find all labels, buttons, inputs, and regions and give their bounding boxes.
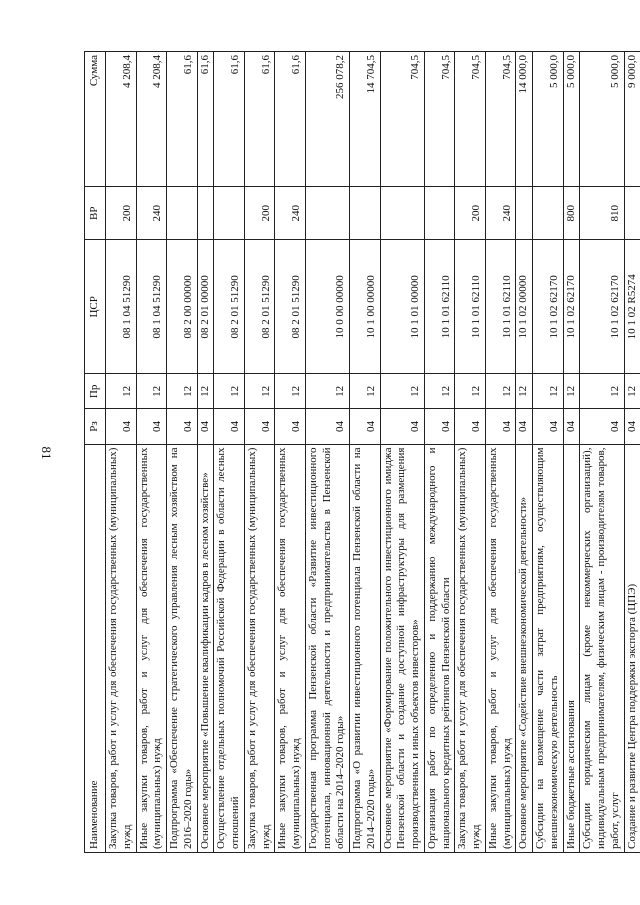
- table-row: [563, 52, 580, 853]
- cell-vr: [167, 187, 198, 240]
- cell-vr: 810: [580, 187, 624, 240]
- cell-vr: 800: [563, 187, 580, 240]
- cell-name: Иные бюджетные ассигнования: [563, 444, 580, 852]
- cell-pr: 12: [624, 374, 640, 409]
- cell-sum: 61,6: [275, 52, 306, 187]
- header-rz: Рз: [85, 409, 106, 444]
- cell-csr: 10 1 01 00000: [380, 240, 424, 374]
- budget-table: [84, 51, 640, 853]
- table-row: [350, 52, 381, 853]
- table-row: [533, 52, 564, 853]
- table-row: [424, 52, 455, 853]
- cell-csr: 08 1 04 51290: [106, 240, 137, 374]
- cell-pr: 12: [563, 374, 580, 409]
- cell-name: Создание и развитие Центра поддержки экспорта (ЦПЭ): [624, 444, 640, 852]
- cell-csr: 08 2 01 51290: [275, 240, 306, 374]
- cell-rz: 04: [624, 409, 640, 444]
- header-vr: ВР: [85, 187, 106, 240]
- cell-name: Организация работ по определению и поддержанию международного и национального кредитных рейтингов Пензенской области: [424, 444, 455, 852]
- cell-sum: 704,5: [424, 52, 455, 187]
- cell-pr: 12: [580, 374, 624, 409]
- table-row: [244, 52, 275, 853]
- cell-sum: 5 000,0: [533, 52, 564, 187]
- cell-rz: 04: [424, 409, 455, 444]
- table-row: [106, 52, 137, 853]
- cell-pr: 12: [350, 374, 381, 409]
- cell-pr: 12: [136, 374, 167, 409]
- table-row: [275, 52, 306, 853]
- cell-csr: 08 2 01 00000: [197, 240, 214, 374]
- cell-sum: 5 000,0: [580, 52, 624, 187]
- table-row: [580, 52, 624, 853]
- cell-name: Субсидии юридическим лицам (кроме некоммерческих организаций), индивидуальным предпринимателям, физическим лицам - производителям товаров, работ, услуг: [580, 444, 624, 852]
- table-row: [305, 52, 349, 853]
- cell-csr: 10 1 02 R5274: [624, 240, 640, 374]
- cell-name: Иные закупки товаров, работ и услуг для обеспечения государственных (муниципальных) нужд: [485, 444, 516, 852]
- cell-name: Подпрограмма «Обеспечение стратегического управления лесным хозяйством на 2016–2020 годы»: [167, 444, 198, 852]
- rotated-document: [84, 51, 638, 853]
- cell-name: Основное мероприятие «Формирование положительного инвестиционного имиджа Пензенской области и создание доступной инфраструктуры для размещения производственных и иных объектов инвесторов»: [380, 444, 424, 852]
- cell-pr: 12: [106, 374, 137, 409]
- cell-rz: 04: [485, 409, 516, 444]
- cell-csr: 10 1 02 62170: [533, 240, 564, 374]
- cell-pr: 12: [275, 374, 306, 409]
- cell-pr: 12: [485, 374, 516, 409]
- cell-vr: [197, 187, 214, 240]
- cell-csr: 08 2 00 00000: [167, 240, 198, 374]
- cell-pr: 12: [244, 374, 275, 409]
- cell-rz: 04: [350, 409, 381, 444]
- cell-vr: 200: [455, 187, 486, 240]
- cell-vr: [424, 187, 455, 240]
- cell-vr: [624, 187, 640, 240]
- cell-sum: 61,6: [214, 52, 245, 187]
- cell-sum: 61,6: [244, 52, 275, 187]
- cell-sum: 4 208,4: [106, 52, 137, 187]
- cell-csr: 10 1 02 62170: [580, 240, 624, 374]
- cell-rz: 04: [275, 409, 306, 444]
- page-number: 81: [39, 446, 54, 460]
- cell-csr: 08 2 01 51290: [214, 240, 245, 374]
- cell-name: Подпрограмма «О развитии инвестиционного потенциала Пензенской области на 2014–2020 годы»: [350, 444, 381, 852]
- cell-csr: 10 1 02 62170: [563, 240, 580, 374]
- cell-name: Субсидии на возмещение части затрат предприятиям, осуществляющим внешнеэкономическую деятельность: [533, 444, 564, 852]
- table-header-row: [85, 52, 106, 853]
- cell-rz: 04: [244, 409, 275, 444]
- table-row: [624, 52, 640, 853]
- cell-pr: 12: [380, 374, 424, 409]
- cell-pr: 12: [516, 374, 533, 409]
- cell-sum: 704,5: [455, 52, 486, 187]
- cell-pr: 12: [533, 374, 564, 409]
- table-row: [197, 52, 214, 853]
- table-row: [380, 52, 424, 853]
- cell-sum: 704,5: [485, 52, 516, 187]
- cell-pr: 12: [424, 374, 455, 409]
- table-row: [455, 52, 486, 853]
- cell-vr: 240: [485, 187, 516, 240]
- cell-name: Осуществление отдельных полномочий Российской Федерации в области лесных отношений: [214, 444, 245, 852]
- cell-rz: 04: [380, 409, 424, 444]
- cell-csr: 10 1 01 62110: [485, 240, 516, 374]
- cell-vr: [516, 187, 533, 240]
- cell-name: Иные закупки товаров, работ и услуг для обеспечения государственных (муниципальных) нужд: [275, 444, 306, 852]
- cell-vr: 240: [275, 187, 306, 240]
- cell-csr: 08 1 04 51290: [136, 240, 167, 374]
- cell-name: Иные закупки товаров, работ и услуг для обеспечения государственных (муниципальных) нужд: [136, 444, 167, 852]
- table-row: [214, 52, 245, 853]
- cell-sum: 14 000,0: [516, 52, 533, 187]
- cell-vr: [305, 187, 349, 240]
- cell-rz: 04: [106, 409, 137, 444]
- cell-name: Основное мероприятие «Содействие внешнеэкономической деятельности»: [516, 444, 533, 852]
- cell-sum: 9 000,0: [624, 52, 640, 187]
- table-row: [516, 52, 533, 853]
- cell-rz: 04: [197, 409, 214, 444]
- header-name: Наименование: [85, 444, 106, 852]
- cell-rz: 04: [214, 409, 245, 444]
- cell-csr: 10 0 00 00000: [305, 240, 349, 374]
- cell-vr: 200: [244, 187, 275, 240]
- table-row: [136, 52, 167, 853]
- cell-rz: 04: [580, 409, 624, 444]
- table-row: [485, 52, 516, 853]
- cell-pr: 12: [197, 374, 214, 409]
- cell-name: Закупка товаров, работ и услуг для обеспечения государственных (муниципальных) нужд: [106, 444, 137, 852]
- cell-csr: 10 1 02 00000: [516, 240, 533, 374]
- cell-rz: 04: [305, 409, 349, 444]
- cell-rz: 04: [167, 409, 198, 444]
- cell-csr: 10 1 01 62110: [455, 240, 486, 374]
- cell-sum: 4 208,4: [136, 52, 167, 187]
- cell-vr: [350, 187, 381, 240]
- cell-rz: 04: [455, 409, 486, 444]
- cell-csr: 08 2 01 51290: [244, 240, 275, 374]
- cell-rz: 04: [563, 409, 580, 444]
- cell-pr: 12: [167, 374, 198, 409]
- header-sum: Сумма: [85, 52, 106, 187]
- cell-csr: 10 1 00 00000: [350, 240, 381, 374]
- cell-pr: 12: [455, 374, 486, 409]
- table-row: [167, 52, 198, 853]
- cell-name: Закупка товаров, работ и услуг для обеспечения государственных (муниципальных) нужд: [455, 444, 486, 852]
- cell-vr: 200: [106, 187, 137, 240]
- cell-vr: 240: [136, 187, 167, 240]
- cell-rz: 04: [136, 409, 167, 444]
- cell-name: Закупка товаров, работ и услуг для обеспечения государственных (муниципальных) нужд: [244, 444, 275, 852]
- cell-pr: 12: [214, 374, 245, 409]
- cell-rz: 04: [533, 409, 564, 444]
- cell-vr: [533, 187, 564, 240]
- cell-vr: [214, 187, 245, 240]
- cell-name: Основное мероприятие «Повышение квалификации кадров в лесном хозяйстве»: [197, 444, 214, 852]
- cell-sum: 256 078,2: [305, 52, 349, 187]
- cell-sum: 5 000,0: [563, 52, 580, 187]
- cell-sum: 61,6: [197, 52, 214, 187]
- header-csr: ЦСР: [85, 240, 106, 374]
- header-pr: Пр: [85, 374, 106, 409]
- cell-csr: 10 1 01 62110: [424, 240, 455, 374]
- cell-rz: 04: [516, 409, 533, 444]
- cell-name: Государственная программа Пензенской области «Развитие инвестиционного потенциала, инновационной деятельности и предпринимательства в Пензенской области на 2014–2020 годы»: [305, 444, 349, 852]
- cell-sum: 704,5: [380, 52, 424, 187]
- cell-sum: 61,6: [167, 52, 198, 187]
- cell-vr: [380, 187, 424, 240]
- cell-pr: 12: [305, 374, 349, 409]
- cell-sum: 14 704,5: [350, 52, 381, 187]
